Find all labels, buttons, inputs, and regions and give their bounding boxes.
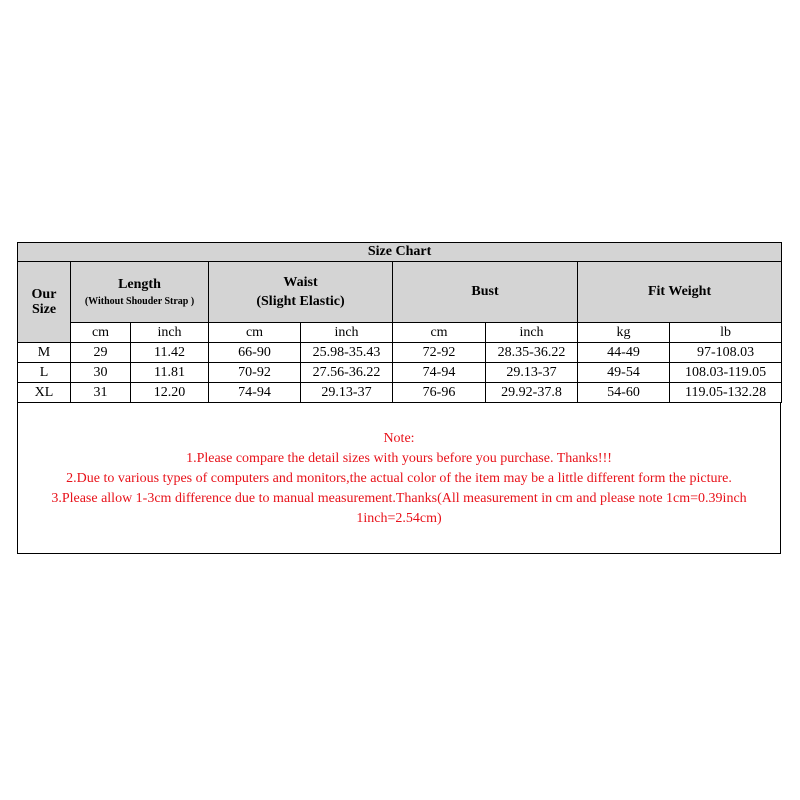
table-cell: 44-49 — [578, 343, 670, 363]
table-cell: 29.13-37 — [301, 383, 393, 403]
table-cell: 49-54 — [578, 363, 670, 383]
header-waist-label: Waist — [283, 275, 318, 291]
table-cell: 76-96 — [393, 383, 486, 403]
unit-cell: inch — [486, 323, 578, 343]
size-cell: M — [18, 343, 71, 363]
note-line: 1inch=2.54cm) — [356, 511, 442, 526]
table-cell: 30 — [71, 363, 131, 383]
table-cell: 12.20 — [131, 383, 209, 403]
table-cell: 11.81 — [131, 363, 209, 383]
unit-cell: inch — [301, 323, 393, 343]
table-row — [18, 363, 782, 383]
table-cell: 108.03-119.05 — [670, 363, 782, 383]
table-cell: 29.13-37 — [486, 363, 578, 383]
header-fit-weight: Fit Weight — [578, 262, 782, 323]
table-row — [18, 383, 782, 403]
table-cell: 97-108.03 — [670, 343, 782, 363]
table-title: Size Chart — [18, 243, 782, 262]
size-cell: L — [18, 363, 71, 383]
table-cell: 74-94 — [209, 383, 301, 403]
table-row — [18, 343, 782, 363]
note-line: 2.Due to various types of computers and monitors,the actual color of the item may be a little different form the picture. — [66, 471, 732, 486]
header-waist-note: (Slight Elastic) — [256, 293, 345, 309]
table-cell: 25.98-35.43 — [301, 343, 393, 363]
table-cell: 28.35-36.22 — [486, 343, 578, 363]
unit-cell: cm — [393, 323, 486, 343]
table-cell: 72-92 — [393, 343, 486, 363]
note-heading: Note: — [383, 431, 415, 446]
size-chart — [17, 242, 781, 554]
unit-cell: cm — [71, 323, 131, 343]
note-line: 1.Please compare the detail sizes with yours before you purchase. Thanks!!! — [186, 451, 612, 466]
table-cell: 27.56-36.22 — [301, 363, 393, 383]
table-cell: 66-90 — [209, 343, 301, 363]
note-line: 3.Please allow 1-3cm difference due to manual measurement.Thanks(All measurement in cm and please note 1cm=0.39inch — [51, 491, 747, 506]
table-cell: 29.92-37.8 — [486, 383, 578, 403]
header-size: Our Size — [18, 262, 71, 343]
table-cell: 54-60 — [578, 383, 670, 403]
unit-cell: kg — [578, 323, 670, 343]
header-length-label: Length — [118, 276, 161, 292]
table-cell: 31 — [71, 383, 131, 403]
header-length — [71, 262, 209, 323]
size-table — [17, 242, 782, 403]
unit-cell: inch — [131, 323, 209, 343]
unit-cell: lb — [670, 323, 782, 343]
table-cell: 70-92 — [209, 363, 301, 383]
table-cell: 29 — [71, 343, 131, 363]
size-cell: XL — [18, 383, 71, 403]
header-bust: Bust — [393, 262, 578, 323]
table-cell: 11.42 — [131, 343, 209, 363]
notes-box — [17, 403, 781, 554]
table-cell: 119.05-132.28 — [670, 383, 782, 403]
table-cell: 74-94 — [393, 363, 486, 383]
unit-cell: cm — [209, 323, 301, 343]
header-waist — [209, 262, 393, 323]
header-length-note: (Without Shouder Strap ) — [84, 296, 195, 308]
